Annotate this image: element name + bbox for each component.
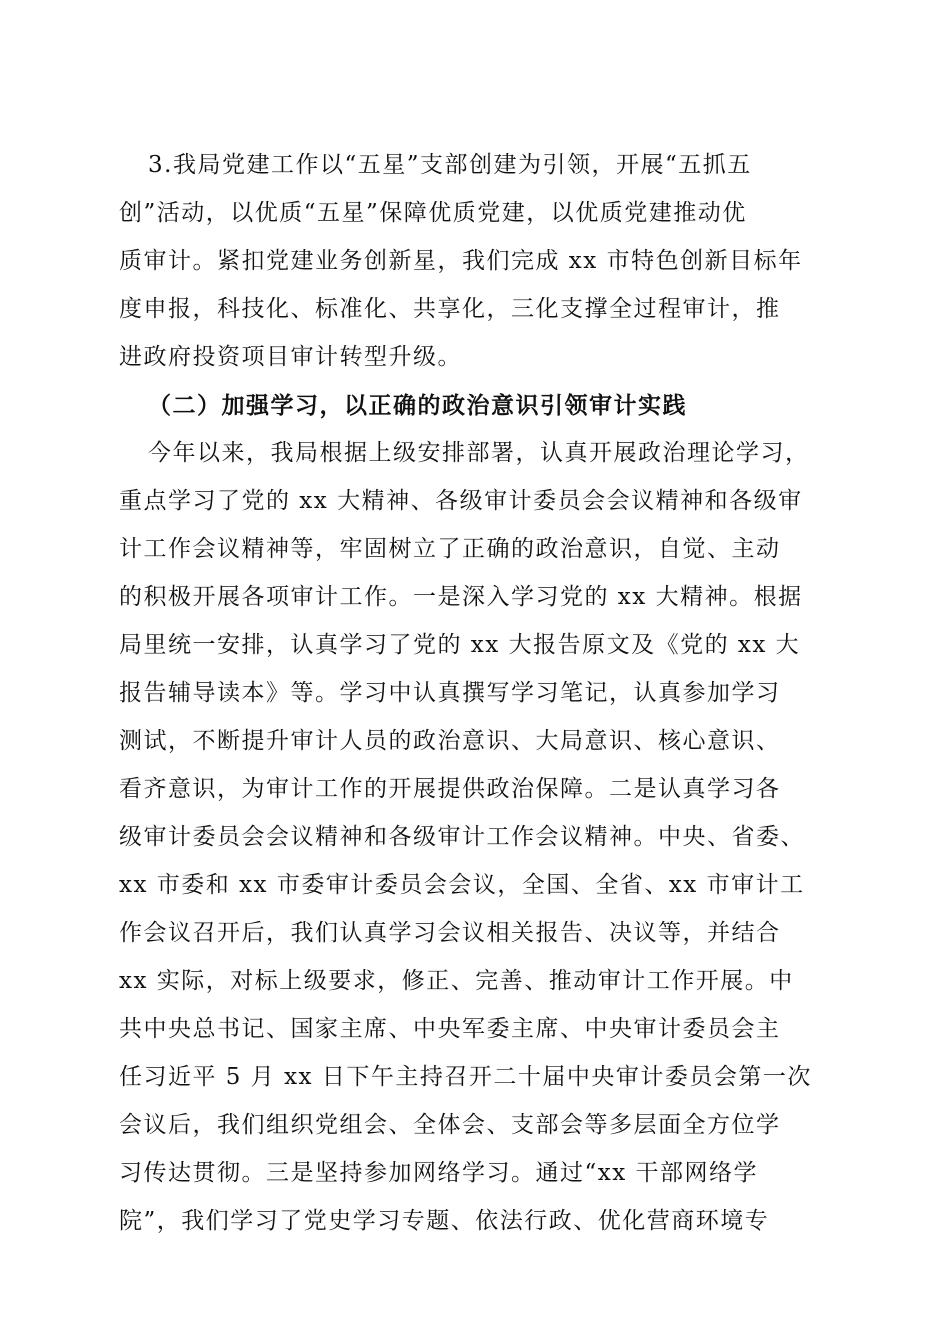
paragraph-line: 报告辅导读本》等。学习中认真撰写学习笔记，认真参加学习 xyxy=(119,680,781,706)
paragraph-line: 质审计。紧扣党建业务创新星，我们完成 xx 市特色创新目标年 xyxy=(119,248,803,274)
paragraph-line: 进政府投资项目审计转型升级。 xyxy=(119,344,462,370)
paragraph-line: 今年以来，我局根据上级安排部署，认真开展政治理论学习， xyxy=(148,440,810,466)
paragraph-line: 的积极开展各项审计工作。一是深入学习党的 xx 大精神。根据 xyxy=(119,584,803,610)
paragraph-line: 重点学习了党的 xx 大精神、各级审计委员会会议精神和各级审 xyxy=(119,488,803,514)
section-heading: （二）加强学习，以正确的政治意识引领审计实践 xyxy=(148,392,687,419)
paragraph-line: 会议后，我们组织党组会、全体会、支部会等多层面全方位学 xyxy=(119,1112,781,1138)
paragraph-line: 3.我局党建工作以“五星”支部创建为引领，开展“五抓五 xyxy=(148,152,752,178)
paragraph-line: 习传达贯彻。三是坚持参加网络学习。通过“xx 干部网络学 xyxy=(119,1160,759,1186)
paragraph-line: 测试，不断提升审计人员的政治意识、大局意识、核心意识、 xyxy=(119,728,781,754)
paragraph-line: 看齐意识，为审计工作的开展提供政治保障。二是认真学习各 xyxy=(119,776,781,802)
paragraph-line: 局里统一安排，认真学习了党的 xx 大报告原文及《党的 xx 大 xyxy=(119,632,801,658)
paragraph-line: 作会议召开后，我们认真学习会议相关报告、决议等，并结合 xyxy=(119,920,781,946)
paragraph-line: 任习近平 5 月 xx 日下午主持召开二十届中央审计委员会第一次 xyxy=(119,1064,812,1090)
paragraph-line: 级审计委员会会议精神和各级审计工作会议精神。中央、省委、 xyxy=(119,824,805,850)
paragraph-line: 院”，我们学习了党史学习专题、依法行政、优化营商环境专 xyxy=(119,1208,770,1234)
paragraph-line: 计工作会议精神等，牢固树立了正确的政治意识，自觉、主动 xyxy=(119,536,781,562)
paragraph-line: 创”活动，以优质“五星”保障优质党建，以优质党建推动优 xyxy=(119,200,747,226)
paragraph-line: 共中央总书记、国家主席、中央军委主席、中央审计委员会主 xyxy=(119,1016,781,1042)
paragraph-line: 度申报，科技化、标准化、共享化，三化支撑全过程审计，推 xyxy=(119,296,781,322)
paragraph-line: xx 市委和 xx 市委审计委员会会议，全国、全省、xx 市审计工 xyxy=(119,872,805,898)
paragraph-line: xx 实际，对标上级要求，修正、完善、推动审计工作开展。中 xyxy=(119,968,794,994)
